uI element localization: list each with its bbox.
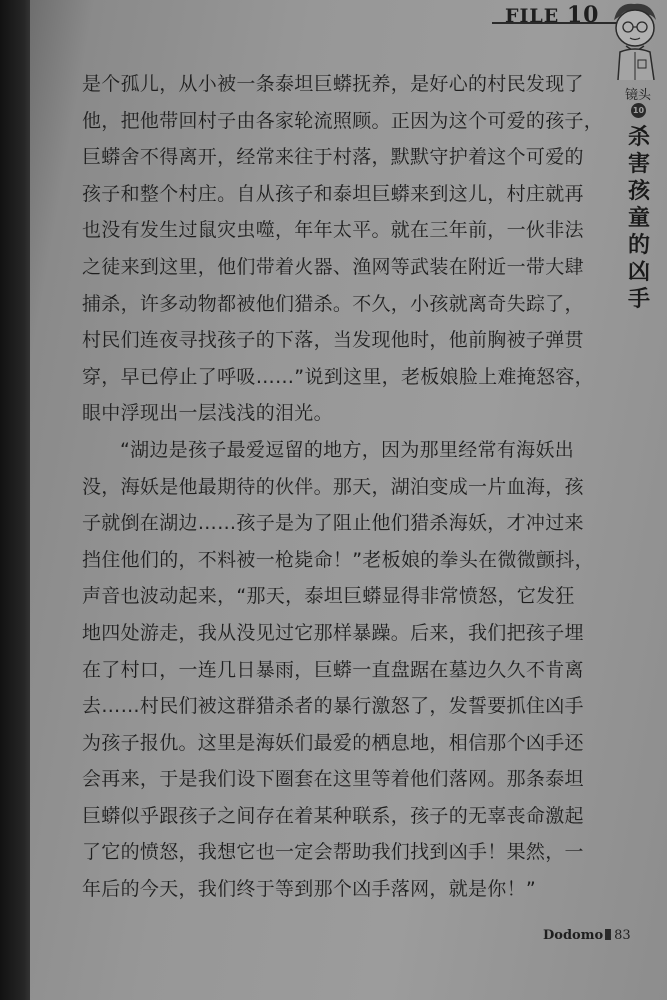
- text-line: 捕杀，许多动物都被他们猎杀。不久，小孩就离奇失踪了，: [82, 292, 584, 315]
- chapter-number-badge: 10: [631, 103, 646, 118]
- text-line: 会再来，于是我们设下圈套在这里等着他们落网。那条泰坦: [82, 768, 584, 791]
- lens-label: 镜头: [625, 88, 652, 103]
- page-footer: [543, 928, 631, 943]
- file-word: FILE: [505, 5, 560, 27]
- text-line: 挡住他们的，不料被一枪毙命！”老板娘的拳头在微微颤抖，: [82, 548, 594, 571]
- text-line: 是个孤儿，从小被一条泰坦巨蟒抚养，是好心的村民发现了: [82, 73, 584, 95]
- text-line: 孩子和整个村庄。自从孩子和泰坦巨蟒来到这儿，村庄就再: [82, 182, 584, 205]
- text-line: 村民们连夜寻找孩子的下落，当发现他时，他前胸被子弹贯: [82, 329, 584, 352]
- footer-mark: [605, 929, 611, 940]
- text-line: 巨蟒似乎跟孩子之间存在着某种联系，孩子的无辜丧命激起: [82, 804, 584, 827]
- chapter-title: 杀害孩童的凶手: [627, 124, 650, 312]
- text-line: 穿，早已停止了呼吸……”说到这里，老板娘脸上难掩怒容，: [82, 365, 594, 388]
- text-line: 在了村口，一连几日暴雨，巨蟒一直盘踞在墓边久久不肯离: [82, 658, 584, 681]
- text-line: 之徒来到这里，他们带着火器、渔网等武装在附近一带大肆: [82, 255, 584, 278]
- text-line: 子就倒在湖边……孩子是为了阻止他们猎杀海妖，才冲过来: [82, 512, 584, 535]
- text-line: 年后的今天，我们终于等到那个凶手落网，就是你！”: [82, 878, 537, 901]
- text-line: 巨蟒舍不得离开，经常来往于村落，默默守护着这个可爱的: [82, 146, 584, 169]
- body-text: [82, 66, 627, 908]
- text-line: 为孩子报仇。这里是海妖们最爱的栖息地，相信那个凶手还: [82, 731, 584, 754]
- text-line: 了它的愤怒，我想它也一定会帮助我们找到凶手！果然，一: [82, 841, 584, 864]
- text-line: 也没有发生过鼠灾虫噬，年年太平。就在三年前，一伙非法: [82, 219, 584, 242]
- text-line: 眼中浮现出一层浅浅的泪光。: [82, 402, 333, 425]
- text-line: 没，海妖是他最期待的伙伴。那天，湖泊变成一片血海，孩: [82, 475, 584, 498]
- text-line: 地四处游走，我从没见过它那样暴躁。后来，我们把孩子埋: [82, 621, 584, 644]
- text-line: “湖边是孩子最爱逗留的地方，因为那里经常有海妖出: [120, 438, 575, 461]
- text-line: 他，把他带回村子由各家轮流照顾。正因为这个可爱的孩子，: [82, 109, 604, 132]
- text-line: 声音也波动起来，“那天，泰坦巨蟒显得非常愤怒，它发狂: [82, 585, 575, 608]
- text-line: 去……村民们被这群猎杀者的暴行激怒了，发誓要抓住凶手: [82, 695, 584, 718]
- footer-brand: Dodomo: [543, 928, 604, 943]
- file-number: 10: [566, 2, 600, 28]
- page-number: 83: [614, 928, 631, 943]
- file-label: [505, 2, 599, 28]
- book-page: [30, 0, 667, 1000]
